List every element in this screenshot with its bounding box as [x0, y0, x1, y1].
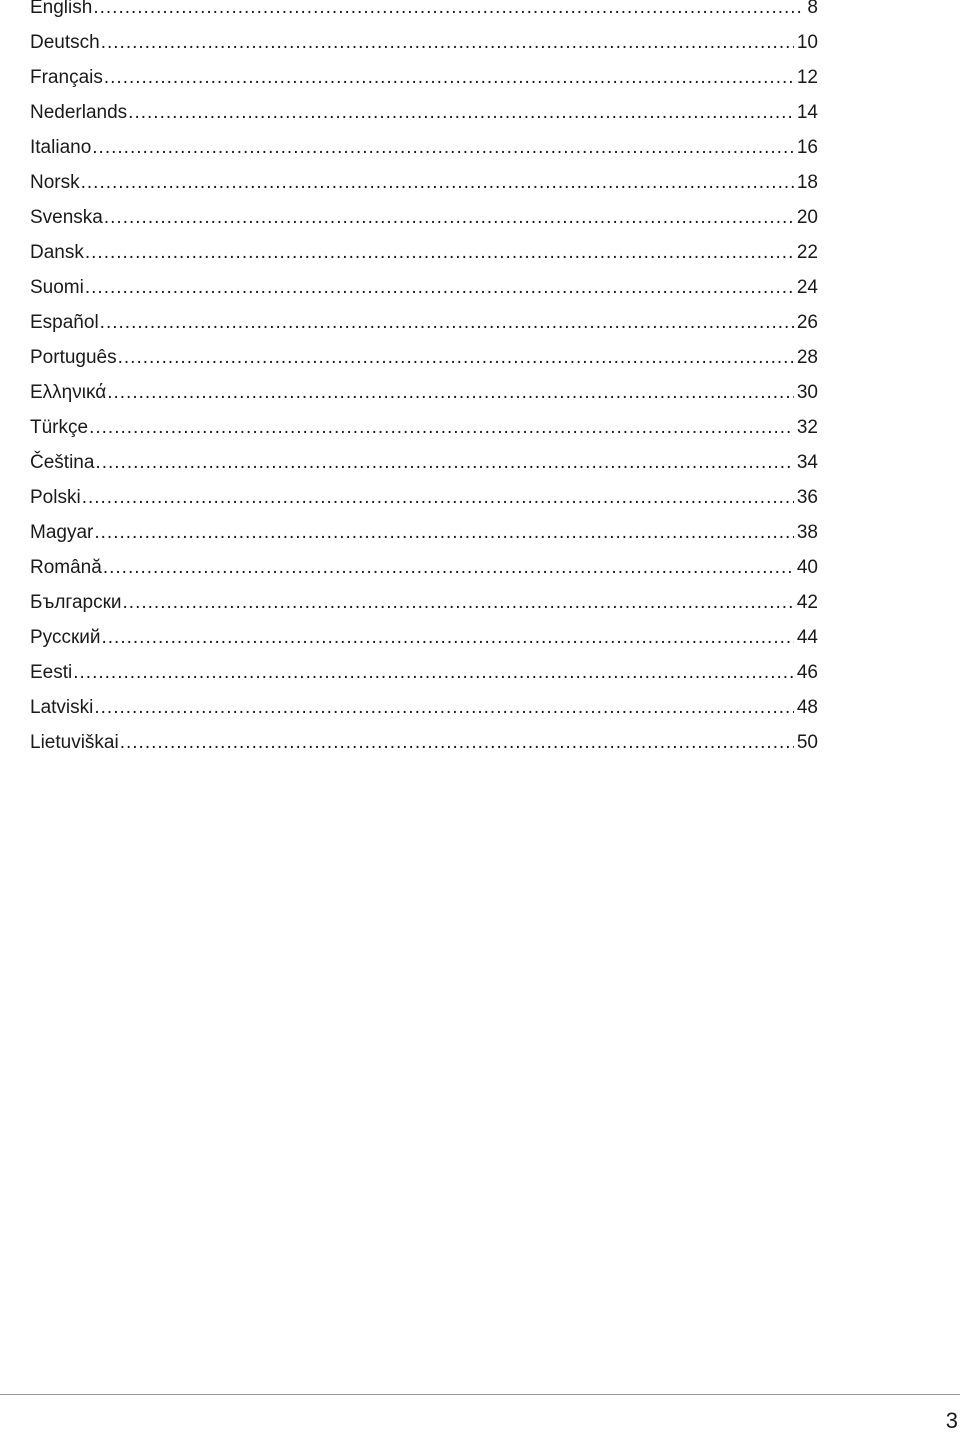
toc-entry-norsk[interactable] — [30, 165, 818, 200]
toc-page-number: 50 — [796, 732, 818, 753]
toc-page-number: 8 — [807, 0, 818, 18]
toc-page-number: 12 — [796, 67, 818, 88]
toc-language-label: Italiano — [30, 137, 92, 158]
toc-language-label: Eesti — [30, 662, 73, 683]
toc-language-label: Magyar — [30, 522, 94, 543]
toc-language-label: Polski — [30, 487, 81, 508]
toc-language-label: English — [30, 0, 93, 18]
toc-dot-leader — [92, 130, 794, 165]
toc-language-label: Русский — [30, 627, 101, 648]
toc-language-label: Lietuviškai — [30, 732, 119, 753]
toc-page-number: 36 — [796, 487, 818, 508]
toc-dot-leader — [103, 550, 794, 585]
toc-entry-dansk[interactable] — [30, 235, 818, 270]
toc-language-label: Español — [30, 312, 99, 333]
toc-dot-leader — [93, 0, 804, 25]
toc-dot-leader — [123, 585, 794, 620]
toc-entry-cestina[interactable] — [30, 445, 818, 480]
toc-dot-leader — [128, 95, 794, 130]
toc-page-number: 48 — [796, 697, 818, 718]
toc-entry-lietuviskai[interactable] — [30, 725, 818, 760]
toc-page-number: 46 — [796, 662, 818, 683]
toc-dot-leader — [104, 200, 794, 235]
toc-dot-leader — [101, 25, 794, 60]
toc-dot-leader — [81, 165, 794, 200]
toc-dot-leader — [94, 515, 794, 550]
toc-page-number: 28 — [796, 347, 818, 368]
toc-entry-turkce[interactable] — [30, 410, 818, 445]
toc-language-label: Norsk — [30, 172, 80, 193]
toc-entry-ellinika[interactable] — [30, 375, 818, 410]
toc-language-label: Română — [30, 557, 102, 578]
toc-entry-russkiy[interactable] — [30, 620, 818, 655]
toc-language-label: Français — [30, 67, 103, 88]
toc-page-number: 16 — [796, 137, 818, 158]
toc-page-number: 34 — [796, 452, 818, 473]
toc-entry-espanol[interactable] — [30, 305, 818, 340]
toc-dot-leader — [100, 305, 794, 340]
toc-entry-deutsch[interactable] — [30, 25, 818, 60]
toc-page-number: 42 — [796, 592, 818, 613]
toc-language-label: Türkçe — [30, 417, 89, 438]
toc-page-number: 20 — [796, 207, 818, 228]
toc-dot-leader — [107, 375, 794, 410]
toc-page-number: 26 — [796, 312, 818, 333]
toc-dot-leader — [120, 725, 794, 760]
toc-page-number: 22 — [796, 242, 818, 263]
toc-language-label: Nederlands — [30, 102, 128, 123]
toc-dot-leader — [104, 60, 794, 95]
toc-page-number: 30 — [796, 382, 818, 403]
toc-entry-italiano[interactable] — [30, 130, 818, 165]
toc-language-label: Ελληνικά — [30, 382, 107, 403]
toc-entry-nederlands[interactable] — [30, 95, 818, 130]
toc-entry-magyar[interactable] — [30, 515, 818, 550]
toc-dot-leader — [95, 445, 793, 480]
toc-dot-leader — [85, 270, 794, 305]
toc-dot-leader — [89, 410, 794, 445]
toc-entry-romana[interactable] — [30, 550, 818, 585]
toc-page-number: 32 — [796, 417, 818, 438]
toc-entry-portugues[interactable] — [30, 340, 818, 375]
toc-page-number: 44 — [796, 627, 818, 648]
toc-page-number: 14 — [796, 102, 818, 123]
toc-page-number: 40 — [796, 557, 818, 578]
table-of-contents — [30, 0, 818, 760]
toc-language-label: Dansk — [30, 242, 84, 263]
toc-dot-leader — [118, 340, 794, 375]
toc-language-label: Български — [30, 592, 122, 613]
toc-entry-polski[interactable] — [30, 480, 818, 515]
toc-language-label: Čeština — [30, 452, 95, 473]
toc-dot-leader — [102, 620, 794, 655]
toc-dot-leader — [85, 235, 794, 270]
toc-page-number: 38 — [796, 522, 818, 543]
toc-entry-eesti[interactable] — [30, 655, 818, 690]
toc-language-label: Suomi — [30, 277, 84, 298]
page-number: 3 — [945, 1408, 958, 1433]
toc-dot-leader — [73, 655, 794, 690]
toc-entry-balgarski[interactable] — [30, 585, 818, 620]
toc-entry-english[interactable] — [30, 0, 818, 25]
toc-language-label: Latviski — [30, 697, 94, 718]
toc-page-number: 24 — [796, 277, 818, 298]
toc-language-label: Deutsch — [30, 32, 100, 53]
toc-page-number: 18 — [796, 172, 818, 193]
footer-divider — [0, 1394, 960, 1395]
toc-language-label: Svenska — [30, 207, 103, 228]
toc-entry-francais[interactable] — [30, 60, 818, 95]
toc-language-label: Português — [30, 347, 117, 368]
toc-entry-suomi[interactable] — [30, 270, 818, 305]
toc-dot-leader — [94, 690, 794, 725]
toc-page-number: 10 — [796, 32, 818, 53]
toc-entry-latviski[interactable] — [30, 690, 818, 725]
toc-entry-svenska[interactable] — [30, 200, 818, 235]
toc-dot-leader — [82, 480, 794, 515]
